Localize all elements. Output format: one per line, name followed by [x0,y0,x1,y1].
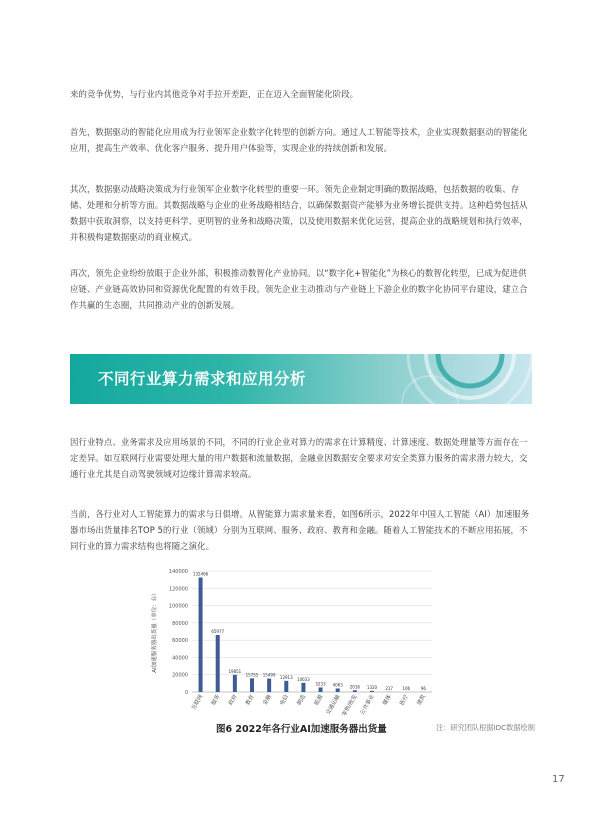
data-label: 132466 [192,571,209,577]
y-tick-label: 80000 [172,620,188,627]
section-title: 不同行业算力需求和应用分析 [98,370,307,388]
y-tick-label: 60000 [172,638,188,645]
category-label: 服务 [210,694,222,707]
chart-canvas [140,565,440,740]
category-label: 交通运输 [325,694,342,717]
data-label: 15755 [245,672,259,678]
data-label: 2016 [349,684,360,690]
category-label: 公共事业 [359,694,376,717]
figure-caption: 图6 2022年各行业AI加速服务器出货量 [216,724,387,735]
bar [216,635,220,692]
bar-chart [140,565,440,740]
bar [284,681,288,692]
data-label: 96 [420,685,426,691]
data-label: 106 [402,685,411,691]
category-label: 建筑 [416,694,428,707]
data-label: 15499 [262,672,276,678]
y-axis-label: AI加速服务器出货量（单位：台） [152,590,158,673]
data-label: 1320 [366,684,378,690]
data-label: 19851 [228,668,242,674]
paragraph-industry-differences: 因行业特点、业务需求及应用场景的不同，不同的行业企业对算力的需求在计算精度、计算速度、数据处理量等方面存在一定差异。如互联网行业需要处理大量的用户数据和流量数据，金融业因数据安全要求对安全类算力服务的需求潜力较大，交通行业尤其是自动驾驶领域对边缘计算需求较高。 [70,437,528,479]
category-label: 媒体 [382,694,393,707]
y-tick-label: 100000 [168,603,188,610]
category-label: 医疗 [399,694,411,707]
bar [233,675,237,692]
section-banner [70,354,532,404]
bar [336,688,340,692]
page-number: 17 [552,774,565,785]
category-label: 互联网 [190,694,205,712]
y-tick-label: 20000 [172,672,188,679]
category-label: 零售/批发 [341,694,359,718]
bar [353,690,357,692]
y-tick-label: 0 [184,690,188,696]
paragraph-third: 再次，领先企业纷纷放眼于企业外部，积极推动数智化产业协同。以“数字化+智能化”为核心的数智化转型，已成为促进供应链、产业链高效协同和资源优化配置的有效手段。领先企业主动推动与产业链上下游企业的数字化协同平台建设，建立合作共赢的生态圈，共同推动产业的创新发展。 [70,268,528,310]
data-label: 5233 [315,681,326,687]
source-note: 注：研究团队根据IDC数据绘制 [436,723,535,732]
y-tick-label: 40000 [172,655,188,662]
paragraph-intro-continuation: 来的竞争优势，与行业内其他竞争对手拉开差距，正在迈入全面智能化阶段。 [70,89,359,99]
category-label: 能源 [313,694,325,707]
bar [199,578,203,692]
category-label: 制造 [296,694,308,707]
category-label: 教育 [245,694,256,707]
category-label: 金融 [262,694,273,707]
paragraph-ai-demand: 当前，各行业对人工智能算力的需求与日俱增。从智能算力需求量来看，如图6所示，2022年中国人工智能（AI）加速服务器市场出货量排名TOP 5的行业（领域）分别为互联网、服务、政府、教育和金融。随着人工智能技术的不断应用拓展，不同行业的算力需求结构也将随之演化。 [70,509,530,551]
bar [370,691,374,692]
bar [319,687,323,692]
bar [267,679,271,692]
data-label: 65977 [211,628,225,634]
data-label: 10633 [297,676,310,682]
y-tick-label: 140000 [168,569,188,575]
category-label: 政府 [227,694,239,707]
paragraph-first: 首先，数据驱动的智能化应用成为行业领军企业数字化转型的创新方向。通过人工智能等技术，企业实现数据驱动的智能化应用，提高生产效率、优化客户服务、提升用户体验等，实现企业的持续创新和发展。 [70,127,528,153]
category-label: 电信 [279,694,291,707]
bar [301,683,305,692]
bar [250,678,254,692]
paragraph-second: 其次，数据驱动战略决策成为行业领军企业数字化转型的重要一环。领先企业制定明确的数据战略，包括数据的收集、存储、处理和分析等方面。其数据战略与企业的业务战略相结合，以确保数据资产能够为业务增长提供支持。这种趋势包括从数据中获取洞察，以支持更科学、更明智的业务和战略决策，以及使用数据来优化运营，提高企业的战略规划和执行效率，并积极构建数据驱动的商业模式。 [70,184,528,242]
data-label: 217 [385,685,393,691]
y-tick-label: 120000 [168,586,188,593]
data-label: 4063 [332,682,343,688]
data-label: 12913 [279,674,293,680]
